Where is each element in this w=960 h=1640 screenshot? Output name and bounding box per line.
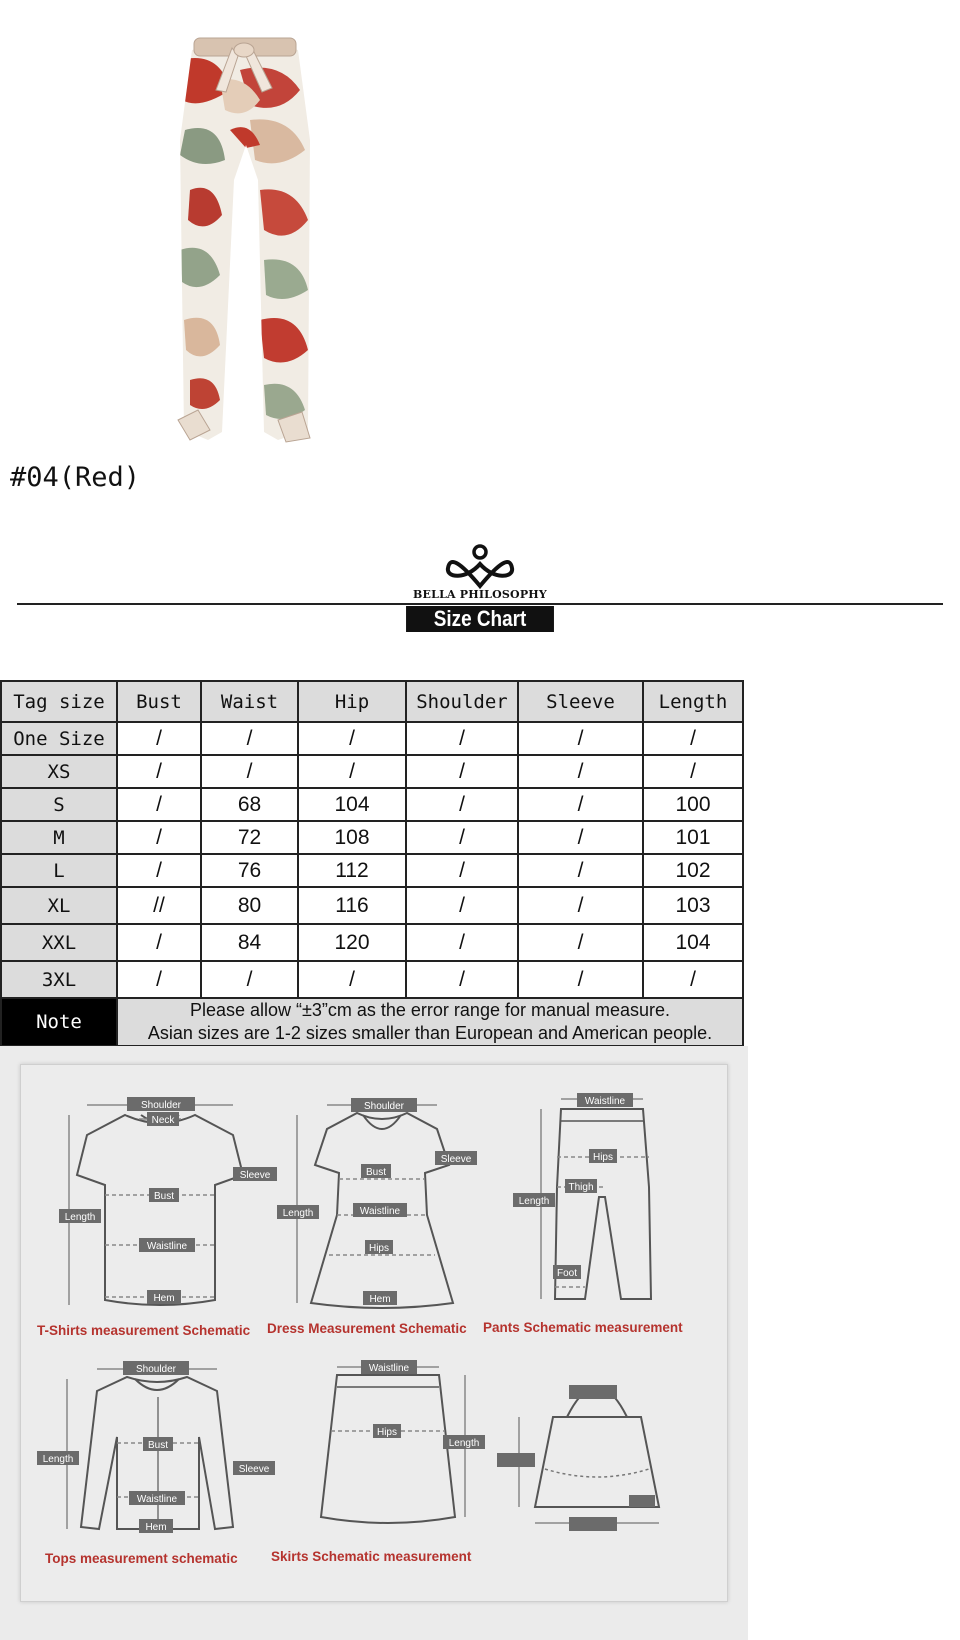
note-row <box>1 998 743 1046</box>
svg-text:Bust: Bust <box>153 1191 175 1202</box>
table-cell: / <box>117 961 201 998</box>
size-label: 3XL <box>1 961 117 998</box>
tshirt-diagram <box>55 1085 271 1315</box>
table-cell: / <box>201 755 298 788</box>
table-cell: / <box>518 722 643 755</box>
svg-text:Bust: Bust <box>147 1440 169 1451</box>
table-cell: 68 <box>201 788 298 821</box>
column-header: Length <box>643 681 743 722</box>
waistline-tag <box>353 1203 407 1217</box>
table-row <box>1 961 743 998</box>
column-header: Tag size <box>1 681 117 722</box>
brand-name: BELLA PHILOSOPHY <box>413 588 547 601</box>
table-cell: / <box>117 788 201 821</box>
svg-text:Sleeve: Sleeve <box>440 1154 472 1165</box>
table-cell: / <box>643 722 743 755</box>
table-cell: / <box>518 755 643 788</box>
dress-caption: Dress Measurement Schematic <box>267 1321 467 1336</box>
column-header: Shoulder <box>406 681 518 722</box>
table-cell: / <box>518 961 643 998</box>
pants-diagram <box>509 1087 699 1317</box>
dress-diagram <box>277 1085 487 1315</box>
note-label: Note <box>1 998 117 1046</box>
svg-text:Waistline: Waistline <box>359 1206 401 1217</box>
hips-tag <box>589 1149 617 1163</box>
table-cell: / <box>406 961 518 998</box>
table-row <box>1 788 743 821</box>
table-cell: / <box>518 788 643 821</box>
table-cell: / <box>406 854 518 887</box>
size-label: One Size <box>1 722 117 755</box>
table-cell: / <box>201 722 298 755</box>
shoulder-tag <box>123 1361 189 1375</box>
table-cell: / <box>117 755 201 788</box>
svg-text:Sleeve: Sleeve <box>239 1170 271 1181</box>
thigh-tag <box>565 1179 597 1193</box>
table-cell: 112 <box>298 854 406 887</box>
size-label: S <box>1 788 117 821</box>
table-cell: / <box>117 821 201 854</box>
table-cell: / <box>117 722 201 755</box>
svg-text:Hem: Hem <box>153 1293 175 1304</box>
size-chart-title: Size Chart <box>406 606 554 632</box>
hem-tag <box>139 1519 173 1533</box>
svg-text:Thigh: Thigh <box>568 1182 594 1193</box>
bust-tag <box>143 1437 173 1451</box>
brand-logo <box>440 542 520 592</box>
waistline-tag <box>139 1238 195 1252</box>
measurement-schematic-panel <box>0 1046 748 1640</box>
svg-text:Shoulder: Shoulder <box>363 1101 405 1112</box>
table-cell: / <box>406 788 518 821</box>
table-cell: 108 <box>298 821 406 854</box>
table-cell: / <box>643 755 743 788</box>
svg-text:Shoulder: Shoulder <box>135 1364 177 1375</box>
svg-text:Hips: Hips <box>368 1243 390 1254</box>
column-header: Bust <box>117 681 201 722</box>
table-cell: / <box>406 887 518 924</box>
svg-text:Hips: Hips <box>592 1152 614 1163</box>
tops-diagram <box>37 1357 270 1547</box>
svg-text:Waistline: Waistline <box>146 1241 188 1252</box>
table-row <box>1 854 743 887</box>
bag-diagram <box>497 1357 697 1547</box>
svg-text:Waistline: Waistline <box>136 1494 178 1505</box>
bust-tag <box>149 1188 179 1202</box>
svg-text:Length: Length <box>518 1196 550 1207</box>
note-line: Asian sizes are 1-2 sizes smaller than European and American people. <box>147 1023 713 1043</box>
table-cell: / <box>117 854 201 887</box>
svg-text:Length: Length <box>282 1208 314 1219</box>
product-photo-camo-pants <box>160 20 330 480</box>
note-text <box>117 998 743 1046</box>
note-line: Please allow “±3”cm as the error range for manual measure. <box>189 1000 671 1020</box>
length-tag <box>277 1205 319 1219</box>
table-row <box>1 821 743 854</box>
table-cell: / <box>518 821 643 854</box>
hem-tag <box>363 1291 397 1305</box>
svg-text:Foot: Foot <box>556 1268 578 1279</box>
table-cell: / <box>201 961 298 998</box>
waistline-tag <box>577 1093 633 1107</box>
table-cell: / <box>298 961 406 998</box>
svg-text:Hem: Hem <box>145 1522 167 1533</box>
skirt-caption: Skirts Schematic measurement <box>271 1549 472 1564</box>
size-label: M <box>1 821 117 854</box>
length-tag <box>37 1451 79 1465</box>
table-cell: 103 <box>643 887 743 924</box>
shoulder-tag <box>351 1098 417 1112</box>
table-cell: / <box>518 854 643 887</box>
svg-text:Length: Length <box>42 1454 74 1465</box>
table-cell: 120 <box>298 924 406 961</box>
header-divider <box>17 603 943 605</box>
shoulder-tag <box>127 1097 195 1111</box>
table-cell: 104 <box>298 788 406 821</box>
column-header: Hip <box>298 681 406 722</box>
foot-tag <box>553 1265 581 1279</box>
svg-text:Waistline: Waistline <box>584 1096 626 1107</box>
sleeve-tag <box>233 1461 275 1475</box>
table-cell: / <box>298 722 406 755</box>
svg-text:Neck: Neck <box>151 1115 175 1126</box>
tops-caption: Tops measurement schematic <box>45 1551 238 1566</box>
pants-caption: Pants Schematic measurement <box>483 1320 683 1335</box>
table-cell: / <box>298 755 406 788</box>
length-tag <box>513 1193 555 1207</box>
table-cell: 72 <box>201 821 298 854</box>
table-cell: 101 <box>643 821 743 854</box>
table-row <box>1 887 743 924</box>
table-cell: 76 <box>201 854 298 887</box>
length-tag <box>59 1209 101 1223</box>
sleeve-tag <box>233 1167 277 1181</box>
table-cell: / <box>406 924 518 961</box>
waistline-tag <box>129 1491 185 1505</box>
neck-tag <box>147 1112 179 1126</box>
hips-tag <box>373 1424 401 1438</box>
svg-text:Hips: Hips <box>376 1427 398 1438</box>
table-cell: 104 <box>643 924 743 961</box>
table-header-row <box>1 681 743 722</box>
table-cell: / <box>406 821 518 854</box>
table-cell: 84 <box>201 924 298 961</box>
svg-text:Hem: Hem <box>369 1294 391 1305</box>
svg-text:Length: Length <box>64 1212 96 1223</box>
bust-tag <box>361 1164 391 1178</box>
table-cell: / <box>643 961 743 998</box>
table-cell: / <box>117 924 201 961</box>
table-row <box>1 755 743 788</box>
table-row <box>1 722 743 755</box>
size-label: L <box>1 854 117 887</box>
svg-text:Length: Length <box>448 1438 480 1449</box>
waistline-tag <box>361 1360 417 1374</box>
color-variant-label: #04(Red) <box>10 462 141 493</box>
table-cell: 80 <box>201 887 298 924</box>
svg-text:Waistline: Waistline <box>368 1363 410 1374</box>
schematic-card <box>20 1064 728 1602</box>
column-header: Waist <box>201 681 298 722</box>
svg-text:Sleeve: Sleeve <box>238 1464 270 1475</box>
table-row <box>1 924 743 961</box>
svg-text:Shoulder: Shoulder <box>140 1100 182 1111</box>
table-cell: / <box>518 924 643 961</box>
table-cell: 100 <box>643 788 743 821</box>
sleeve-tag <box>435 1151 477 1165</box>
hips-tag <box>365 1240 393 1254</box>
size-label: XS <box>1 755 117 788</box>
table-cell: 102 <box>643 854 743 887</box>
table-cell: 116 <box>298 887 406 924</box>
table-cell: / <box>406 755 518 788</box>
size-label: XL <box>1 887 117 924</box>
svg-text:Bust: Bust <box>365 1167 387 1178</box>
skirt-diagram <box>283 1357 493 1537</box>
table-cell: // <box>117 887 201 924</box>
column-header: Sleeve <box>518 681 643 722</box>
size-chart-table <box>0 680 744 1047</box>
hem-tag <box>147 1290 181 1304</box>
tshirt-caption: T-Shirts measurement Schematic <box>37 1323 251 1338</box>
table-cell: / <box>406 722 518 755</box>
table-cell: / <box>518 887 643 924</box>
size-label: XXL <box>1 924 117 961</box>
length-tag <box>443 1435 485 1449</box>
